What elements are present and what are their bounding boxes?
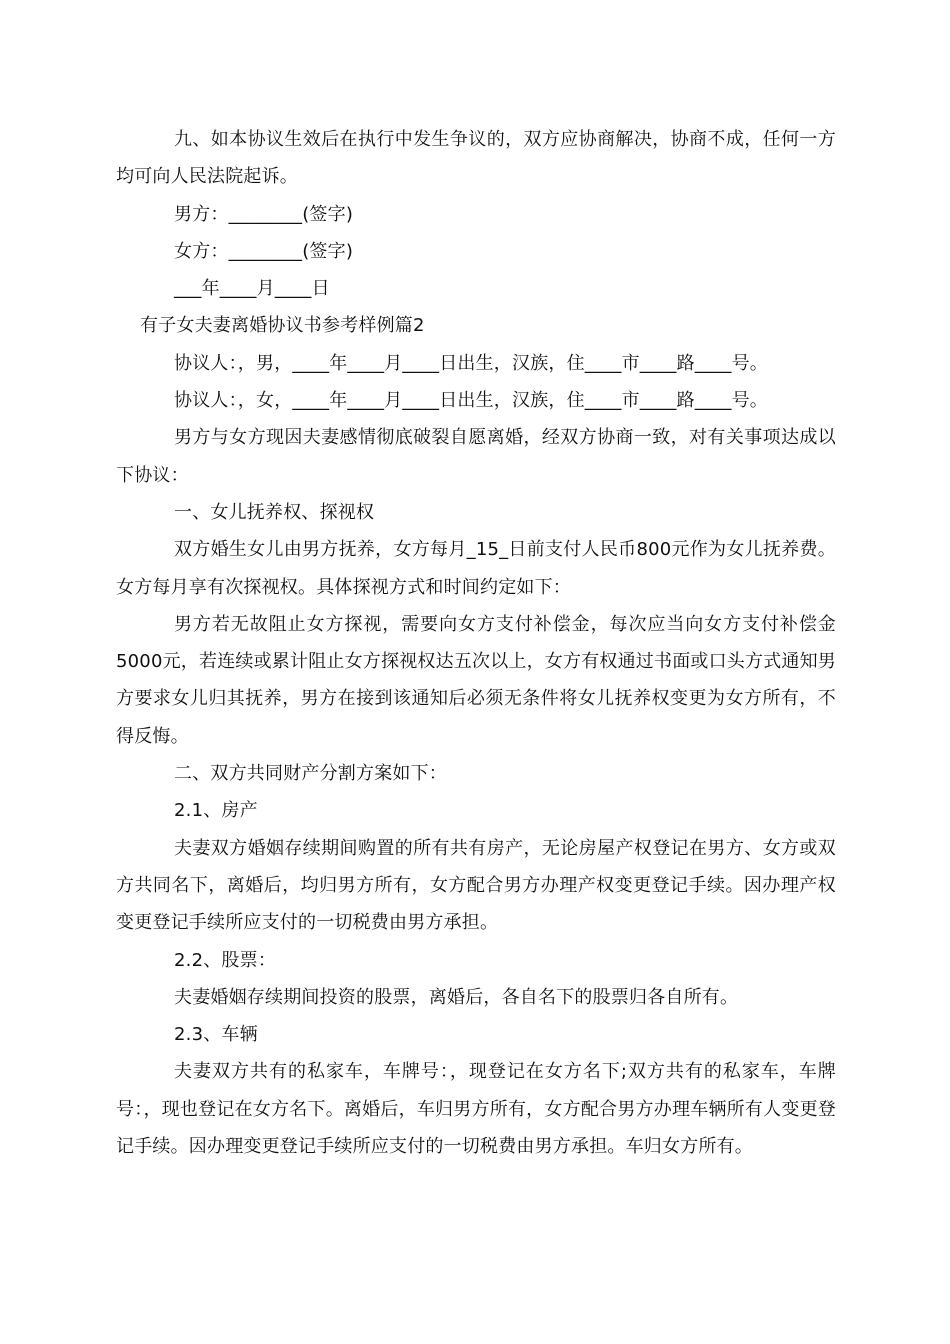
heading-vehicle: 2.3、车辆 xyxy=(174,1024,258,1046)
section-title: 有子女夫妻离婚协议书参考样例篇2 xyxy=(140,315,425,337)
vehicle-paragraph: 夫妻双方共有的私家车，车牌号：，现登记在女方名下;双方共有的私家车，车牌号：，现也登记在女方名下。离婚后，车归男方所有，女方配合男方办理车辆所有人变更登记手续。因办理变更登记手续所应支付的一切税费由男方承担。车归女方所有。 xyxy=(116,1061,836,1158)
intro-paragraph: 男方与女方现因夫妻感情彻底破裂自愿离婚，经双方协商一致，对有关事项达成以下协议： xyxy=(116,427,836,486)
heading-stocks: 2.2、股票： xyxy=(174,949,277,971)
heading-property: 二、双方共同财产分割方案如下： xyxy=(174,763,447,785)
date-line: ___年____月____日 xyxy=(174,278,330,300)
party-two-line: 协议人：，女，____年____月____日出生，汉族，住____市____路____号。 xyxy=(174,390,768,412)
female-signature-line: 女方：________(签字) xyxy=(174,240,354,262)
heading-house: 2.1、房产 xyxy=(174,800,258,822)
heading-custody: 一、女儿抚养权、探视权 xyxy=(174,501,375,523)
house-paragraph: 夫妻双方婚姻存续期间购置的所有共有房产，无论房屋产权登记在男方、女方或双方共同名下，离婚后，均归男方所有，女方配合男方办理产权变更登记手续。因办理产权变更登记手续所应支付的一切税费由男方承担。 xyxy=(116,837,836,934)
visitation-paragraph: 男方若无故阻止女方探视，需要向女方支付补偿金，每次应当向女方支付补偿金5000元，若连续或累计阻止女方探视权达五次以上，女方有权通过书面或口头方式通知男方要求女儿归其抚养，男方在接到该通知后必须无条件将女儿抚养权变更为女方所有，不得反悔。 xyxy=(116,613,837,747)
document-body xyxy=(116,121,836,1165)
male-signature-line: 男方：________(签字) xyxy=(174,203,354,225)
custody-paragraph: 双方婚生女儿由男方抚养，女方每月_15_日前支付人民币800元作为女儿抚养费。女方每月享有次探视权。具体探视方式和时间约定如下： xyxy=(116,539,836,598)
stocks-paragraph: 夫妻婚姻存续期间投资的股票，离婚后，各自名下的股票归各自所有。 xyxy=(174,986,739,1008)
clause-nine-paragraph: 九、如本协议生效后在执行中发生争议的，双方应协商解决，协商不成，任何一方均可向人民法院起诉。 xyxy=(116,129,836,188)
party-one-line: 协议人：，男，____年____月____日出生，汉族，住____市____路____号。 xyxy=(174,352,768,374)
